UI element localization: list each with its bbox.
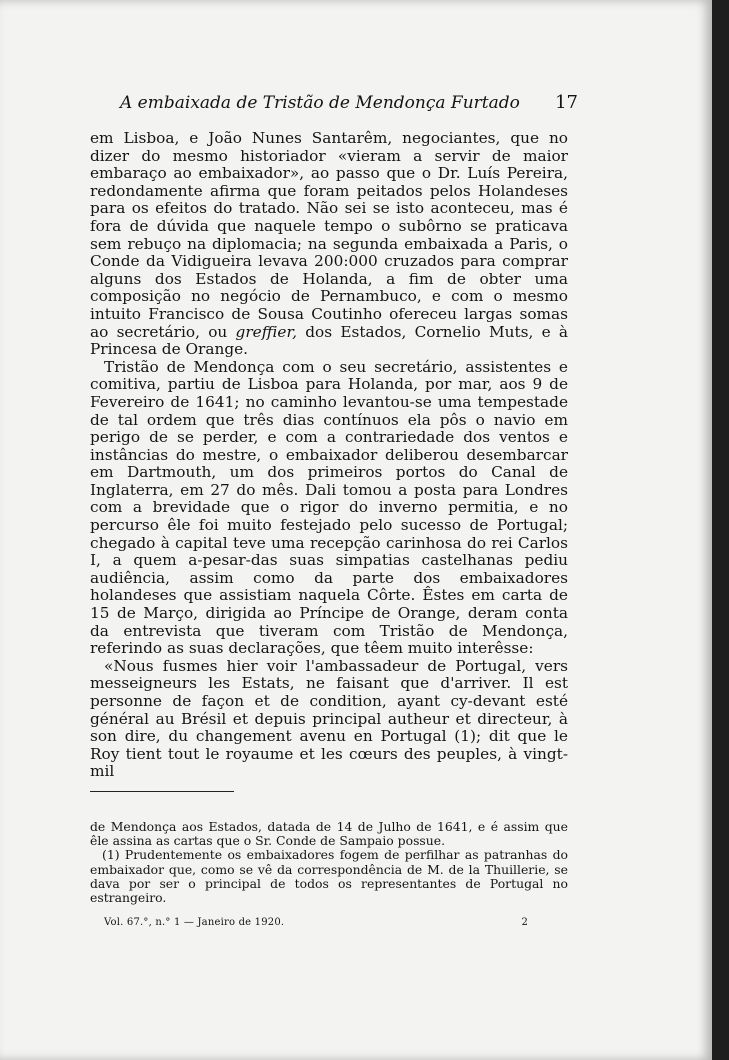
signature-mark: 2 — [521, 917, 528, 928]
imprint-line — [104, 917, 528, 928]
footnotes — [90, 820, 568, 905]
page-header — [90, 92, 578, 113]
footnote: (1) Prudentemente os embaixadores fogem de perfilhar as patranhas do embaixador que, como se vê da correspondência de M. de la Thuillerie, se dava por ser o principal de todos os representantes de Portugal no estrangeiro. — [90, 847, 568, 906]
paragraph — [90, 130, 568, 359]
body-text — [90, 130, 568, 781]
paragraph: Tristão de Mendonça com o seu secretário, assistentes e comitiva, partiu de Lisboa para Holanda, por mar, aos 9 de Fevereiro de 1641; no caminho levantou-se uma tempestade de tal ordem que três dias contínuos ela pôs o navio em perigo de se perder, e com a contrariedade dos ventos e instâncias do mestre, o embaixador deliberou desembarcar em Dartmouth, um dos primeiros portos do Canal de Inglaterra, em 27 do mês. Dali tomou a posta para Londres com a brevidade que o rigor do inverno permitia, e no percurso êle foi muito festejado pelo sucesso de Portugal; chegado à capital teve uma recepção carinhosa do rei Carlos I, a quem a-pesar-das suas simpatias castelhanas pediu audiência, assim como da parte dos embaixadores holandeses que assistiam naquela Côrte. Êstes em carta de 15 de Março, dirigida ao Príncipe de Orange, deram conta da entrevista que tiveram com Tristão de Mendonça, referindo as suas declarações, que têem muito interêsse: — [90, 357, 568, 658]
page-number: 17 — [555, 92, 578, 113]
italic-term: greffier, — [235, 322, 297, 341]
volume-info: Vol. 67.°, n.° 1 — Janeiro de 1920. — [104, 917, 285, 928]
footnote-divider — [90, 791, 234, 792]
paragraph-text: em Lisboa, e João Nunes Santarêm, negociantes, que no dizer do mesmo historiador «vieram a servir de maior embaraço ao embaixador», ao passo que o Dr. Luís Pereira, redondamente afirma que foram peitados pelos Holandeses para os efeitos do tratado. Não sei se isto aconteceu, mas é fora de dúvida que naquele tempo o subôrno se praticava sem rebuço na diplomacia; na segunda embaixada a Paris, o Conde da Vidigueira levava 200:000 cruzados para comprar alguns dos Estados de Holanda, a fim de obter uma composição no negócio de Pernambuco, e com o mesmo intuito Francisco de Sousa Coutinho ofereceu largas somas ao secretário, ou — [90, 129, 568, 341]
running-title: A embaixada de Tristão de Mendonça Furtado — [120, 93, 520, 113]
paragraph: «Nous fusmes hier voir l'ambassadeur de Portugal, vers messeigneurs les Estats, ne faisant que d'arriver. Il est personne de façon et de condition, ayant cy-devant esté général au Brésil et depuis principal autheur et directeur, à son dire, du changement avenu en Portugal (1); dit que le Roy tient tout le royaume et les cœurs des peuples, à vingt-mil — [90, 656, 568, 781]
paragraph-text: dos Estados, Cornelio Muts, e à Princesa de Orange. — [90, 322, 568, 359]
footnote: de Mendonça aos Estados, datada de 14 de Julho de 1641, e é assim que êle assina as cartas que o Sr. Conde de Sampaio possue. — [90, 819, 568, 849]
